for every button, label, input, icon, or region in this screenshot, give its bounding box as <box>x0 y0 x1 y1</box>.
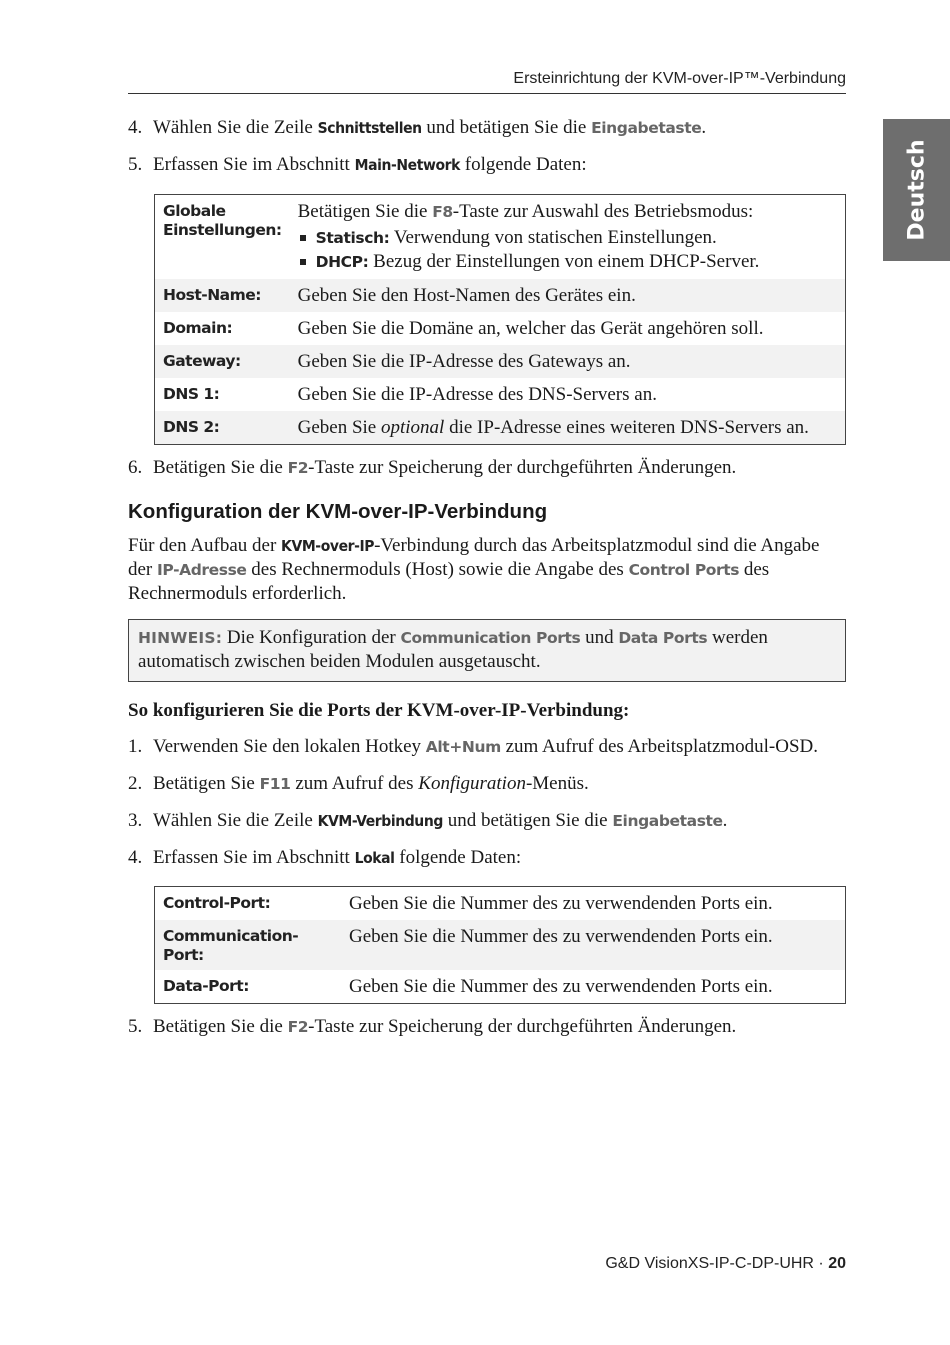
text: zum Aufruf des Arbeitsplatzmodul-OSD. <box>500 736 819 757</box>
text: . <box>701 117 707 138</box>
text: Betätigen Sie die <box>153 457 288 478</box>
key-name: Data Ports <box>618 629 708 647</box>
step-text <box>153 456 846 480</box>
text: des Rechnermoduls (Host) sowie die Angabe des <box>246 559 629 580</box>
note-box <box>128 619 846 682</box>
step-text <box>153 846 846 870</box>
table-row <box>155 345 846 378</box>
text: -Verbindung durch das Arbeitsplatzmodul sind die Angabe der <box>128 535 820 580</box>
step-text <box>153 1015 846 1039</box>
text: Verwenden Sie den lokalen Hotkey <box>153 736 426 757</box>
text: des Rechnermoduls erforderlich. <box>128 559 770 604</box>
row-text: Geben Sie die IP-Adresse des DNS-Servers an. <box>297 384 657 405</box>
key-name: F2 <box>287 459 309 477</box>
row-label: Domain: <box>163 319 233 337</box>
step-number: 5. <box>128 154 143 175</box>
step-number: 5. <box>128 1016 143 1037</box>
step-number: 4. <box>128 117 143 138</box>
label-line: Globale <box>163 202 226 220</box>
step-text <box>153 809 846 833</box>
bullet-text: Bezug der Einstellungen von einem DHCP-Server. <box>368 251 760 272</box>
page-number: 20 <box>828 1255 846 1272</box>
footer-product: G&D VisionXS-IP-C-DP-UHR · <box>605 1255 829 1272</box>
keyword: KVM-Verbindung <box>317 812 443 830</box>
keyword: Lokal <box>354 849 395 867</box>
row-text: Geben Sie die IP-Adresse des Gateways an. <box>290 345 846 378</box>
row-text <box>290 411 846 445</box>
row-text: Geben Sie die Nummer des zu verwendenden Ports ein. <box>349 976 773 997</box>
list-item <box>298 250 837 274</box>
page-content <box>128 112 846 1039</box>
text: zum Aufruf des <box>290 773 419 794</box>
table-row <box>155 411 846 445</box>
text: und betätigen Sie die <box>442 810 613 831</box>
step-b5 <box>128 1015 846 1039</box>
section-paragraph <box>128 534 846 605</box>
lokal-ports-table <box>154 886 846 1004</box>
text: Die Konfiguration der <box>222 627 401 648</box>
text: Erfassen Sie im Abschnitt <box>153 847 355 868</box>
emphasis: optional <box>381 417 445 438</box>
section-heading: Konfiguration der KVM-over-IP-Verbindung <box>128 500 548 523</box>
step-b2 <box>128 772 846 796</box>
row-label: DNS 2: <box>155 411 290 445</box>
step-a5 <box>128 153 846 177</box>
emphasis: Konfiguration <box>418 773 526 794</box>
text: folgende Daten: <box>460 154 587 175</box>
step-text <box>153 116 846 140</box>
row-label: Data-Port: <box>163 977 249 995</box>
table-row <box>155 920 846 970</box>
step-b3 <box>128 809 846 833</box>
row-label <box>155 195 290 280</box>
text: -Taste zur Speicherung der durchgeführten Änderungen. <box>308 457 737 478</box>
step-b1 <box>128 735 846 759</box>
note-label: HINWEIS: <box>138 629 223 647</box>
bullet-label: DHCP: <box>315 253 369 271</box>
key-name: F11 <box>259 775 291 793</box>
table-row <box>155 195 846 280</box>
text: Für den Aufbau der <box>128 535 282 556</box>
key-name: Control Ports <box>628 561 740 579</box>
page-footer <box>128 1255 846 1273</box>
row-label: Control-Port: <box>163 894 271 912</box>
step-text <box>153 153 846 177</box>
step-number: 6. <box>128 457 143 478</box>
text: Betätigen Sie <box>153 773 260 794</box>
step-b4 <box>128 846 846 870</box>
table-row <box>155 378 846 411</box>
text: Erfassen Sie im Abschnitt <box>153 154 355 175</box>
row-label: Communication-Port: <box>155 920 342 970</box>
text: . <box>722 810 728 831</box>
mode-list <box>298 226 837 274</box>
language-tab-label: Deutsch <box>904 139 929 241</box>
key-name: Communication Ports <box>400 629 581 647</box>
bullet-label: Statisch: <box>315 229 390 247</box>
step-number: 3. <box>128 810 143 831</box>
text: werden automatisch zwischen beiden Modulen ausgetauscht. <box>138 627 768 672</box>
text: Betätigen Sie die <box>153 1016 288 1037</box>
header-title: Ersteinrichtung der KVM-over-IP™-Verbindung <box>513 70 846 87</box>
running-header <box>128 70 846 94</box>
keyword: Main-Network <box>354 156 460 174</box>
key-name: IP-Adresse <box>157 561 247 579</box>
text: -Taste zur Auswahl des Betriebsmodus: <box>452 201 754 222</box>
key-name: F8 <box>432 203 453 221</box>
table-row <box>155 887 846 921</box>
label-line: Einstellungen: <box>163 221 282 239</box>
howto-heading: So konfigurieren Sie die Ports der KVM-over-IP-Verbindung: <box>128 700 630 721</box>
step-number: 4. <box>128 847 143 868</box>
key-name: Eingabetaste <box>612 812 723 830</box>
text: Wählen Sie die Zeile <box>153 117 318 138</box>
key-name: Eingabetaste <box>591 119 702 137</box>
row-text: Geben Sie die Nummer des zu verwendenden Ports ein. <box>341 920 846 970</box>
keyword: KVM-over-IP <box>281 537 375 555</box>
step-number: 2. <box>128 773 143 794</box>
row-text <box>290 195 846 280</box>
table-row <box>155 312 846 345</box>
text: und <box>580 627 619 648</box>
step-text <box>153 735 846 759</box>
step-text <box>153 772 846 796</box>
keyword: Schnittstellen <box>317 119 422 137</box>
text: und betätigen Sie die <box>421 117 592 138</box>
row-label: DNS 1: <box>163 385 220 403</box>
table-row <box>155 970 846 1004</box>
main-network-table <box>154 194 846 445</box>
key-name: Alt+Num <box>425 738 501 756</box>
text: -Menüs. <box>525 773 589 794</box>
step-a6 <box>128 456 846 480</box>
text: Betätigen Sie die <box>297 201 433 222</box>
text: -Taste zur Speicherung der durchgeführten Änderungen. <box>308 1016 737 1037</box>
language-tab <box>883 119 950 261</box>
text: Wählen Sie die Zeile <box>153 810 318 831</box>
row-label: Gateway: <box>155 345 290 378</box>
text: die IP-Adresse eines weiteren DNS-Servers an. <box>444 417 809 438</box>
row-text: Geben Sie den Host-Namen des Gerätes ein. <box>290 279 846 312</box>
bullet-text: Verwendung von statischen Einstellungen. <box>389 227 717 248</box>
row-text: Geben Sie die Domäne an, welcher das Gerät angehören soll. <box>297 318 764 339</box>
key-name: F2 <box>287 1018 309 1036</box>
row-text: Geben Sie die Nummer des zu verwendenden Ports ein. <box>349 893 773 914</box>
text: Geben Sie <box>297 417 381 438</box>
table-row <box>155 279 846 312</box>
text: folgende Daten: <box>394 847 522 868</box>
step-a4 <box>128 116 846 140</box>
step-number: 1. <box>128 736 143 757</box>
list-item <box>298 226 837 250</box>
row-label: Host-Name: <box>155 279 290 312</box>
